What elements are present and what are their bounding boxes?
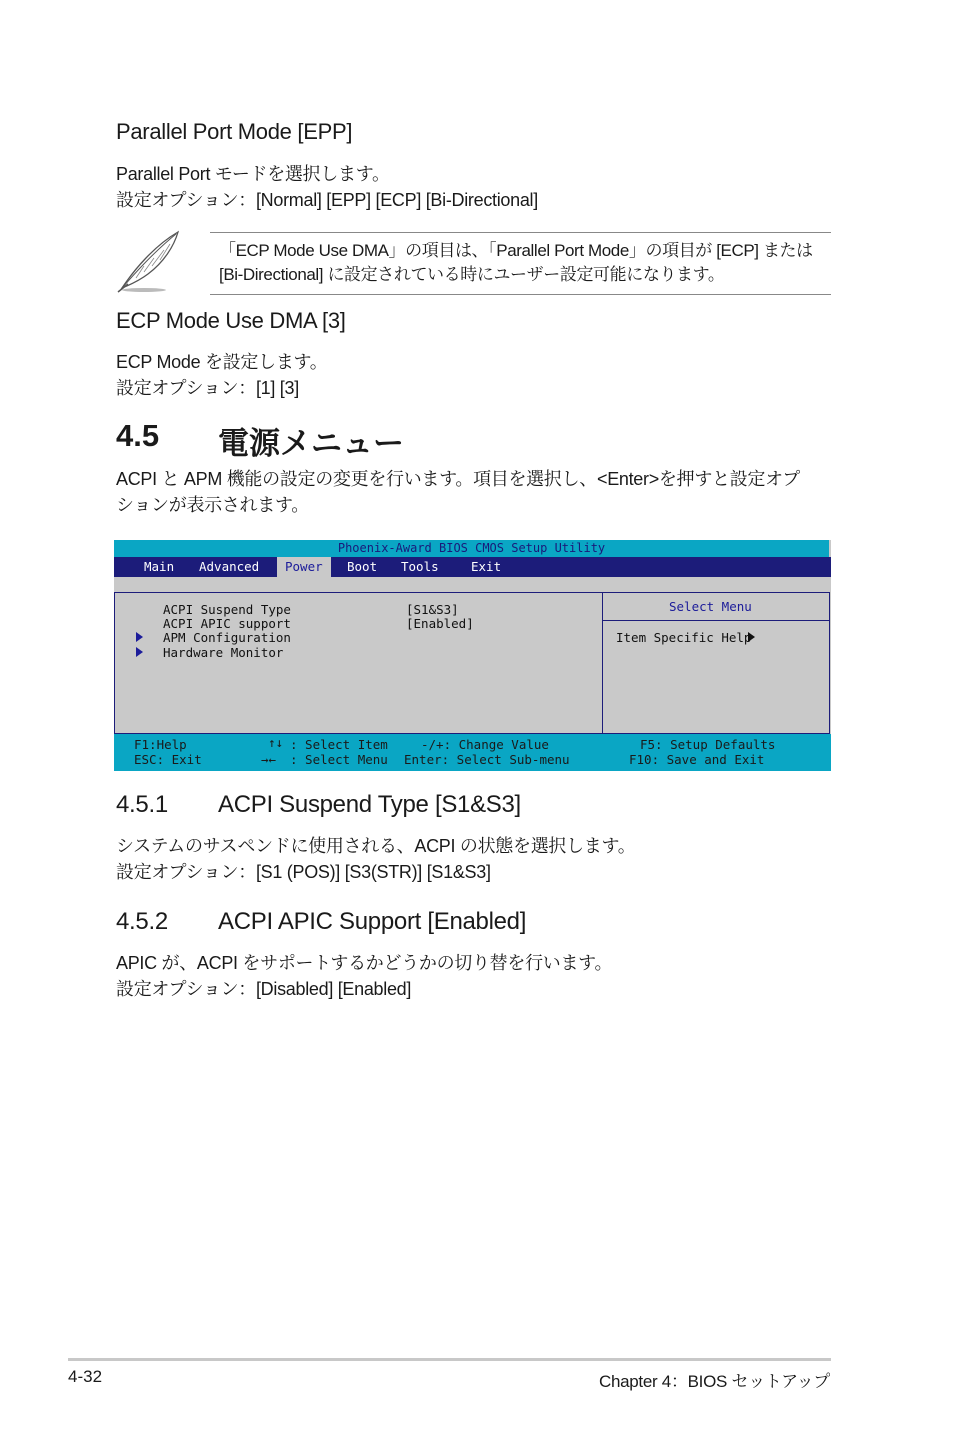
bios-menu-tools[interactable]: Tools xyxy=(401,559,439,574)
leftright-arrows-icon: →← xyxy=(261,752,277,767)
footer-select-item: : Select Item xyxy=(290,737,388,752)
footer-enter: Enter: Select Sub-menu xyxy=(404,752,570,767)
footer-change-value: -/+: Change Value xyxy=(421,737,549,752)
subsection-451-number: 4.5.1 xyxy=(116,791,168,818)
note-bottom-rule xyxy=(210,294,831,295)
bios-menu-bar xyxy=(114,557,831,577)
bios-item-hardware-monitor[interactable]: Hardware Monitor xyxy=(163,645,284,660)
submenu-arrow-icon xyxy=(136,632,143,642)
suspend-type-desc: システムのサスペンドに使用される、ACPI の状態を選択します。 xyxy=(116,836,636,856)
footer-f10: F10: Save and Exit xyxy=(629,752,765,767)
parallel-mode-options: 設定オプション：[Normal] [EPP] [ECP] [Bi-Directional] xyxy=(116,190,538,210)
footer-help: F1:Help xyxy=(134,737,187,752)
subsection-451-title: ACPI Suspend Type [S1&S3] xyxy=(218,791,521,818)
note-line-2: [Bi-Directional] に設定されている時にユーザー設定可能になります。 xyxy=(219,265,725,284)
help-arrow-icon xyxy=(748,632,755,642)
parallel-mode-heading: Parallel Port Mode [EPP] xyxy=(116,119,353,144)
bios-item-apm-config[interactable]: APM Configuration xyxy=(163,630,291,645)
footer-select-menu: : Select Menu xyxy=(290,752,388,767)
bios-help-text: Item Specific Help xyxy=(616,630,752,645)
bios-footer xyxy=(114,734,831,771)
bios-menu-main[interactable]: Main xyxy=(144,559,175,574)
bios-menu-advanced[interactable]: Advanced xyxy=(199,559,260,574)
note-line-1: 「ECP Mode Use DMA」の項目は、「Parallel Port Mode」の項目が [ECP] または xyxy=(219,241,813,260)
suspend-type-options: 設定オプション：[S1 (POS)] [S3(STR)] [S1&S3] xyxy=(116,862,491,882)
bios-item-suspend-type[interactable]: ACPI Suspend Type xyxy=(163,602,291,617)
section-title: 電源メニュー xyxy=(218,426,404,461)
power-intro-1: ACPI と APM 機能の設定の変更を行います。項目を選択し、<Enter>を押すと設定オプ xyxy=(116,469,800,489)
bios-screen xyxy=(114,540,831,771)
power-intro-2: ションが表示されます。 xyxy=(116,495,309,515)
footer-f5: F5: Setup Defaults xyxy=(640,737,776,752)
feather-note-icon xyxy=(114,228,186,294)
updown-arrows-icon: ↑↓ xyxy=(268,735,284,750)
submenu-arrow-icon xyxy=(136,647,143,657)
subsection-452-title: ACPI APIC Support [Enabled] xyxy=(218,908,527,935)
ecp-dma-heading: ECP Mode Use DMA [3] xyxy=(116,308,346,333)
section-number: 4.5 xyxy=(116,418,160,453)
bios-menu-boot[interactable]: Boot xyxy=(347,559,378,574)
apic-support-desc: APIC が、ACPI をサポートするかどうかの切り替を行います。 xyxy=(116,953,613,973)
bios-item-suspend-type-value[interactable]: [S1&S3] xyxy=(406,602,459,617)
parallel-mode-desc: Parallel Port モードを選択します。 xyxy=(116,164,390,184)
ecp-dma-desc: ECP Mode を設定します。 xyxy=(116,352,328,372)
subsection-452-number: 4.5.2 xyxy=(116,908,168,935)
bios-title-bar: Phoenix-Award BIOS CMOS Setup Utility xyxy=(114,540,829,557)
bios-help-title: Select Menu xyxy=(669,599,752,614)
footer-esc: ESC: Exit xyxy=(134,752,202,767)
bios-item-apic-support[interactable]: ACPI APIC support xyxy=(163,616,291,631)
chapter-label: Chapter 4：BIOS セットアップ xyxy=(598,1372,830,1391)
bios-item-apic-support-value[interactable]: [Enabled] xyxy=(406,616,474,631)
bios-help-divider xyxy=(603,620,829,621)
apic-support-options: 設定オプション：[Disabled] [Enabled] xyxy=(116,979,412,999)
page-number: 4-32 xyxy=(68,1367,103,1386)
ecp-dma-options: 設定オプション：[1] [3] xyxy=(116,378,299,398)
note-top-rule xyxy=(210,232,831,233)
page-footer-rule xyxy=(68,1358,831,1361)
bios-menu-exit[interactable]: Exit xyxy=(471,559,502,574)
bios-menu-power[interactable]: Power xyxy=(277,557,331,577)
